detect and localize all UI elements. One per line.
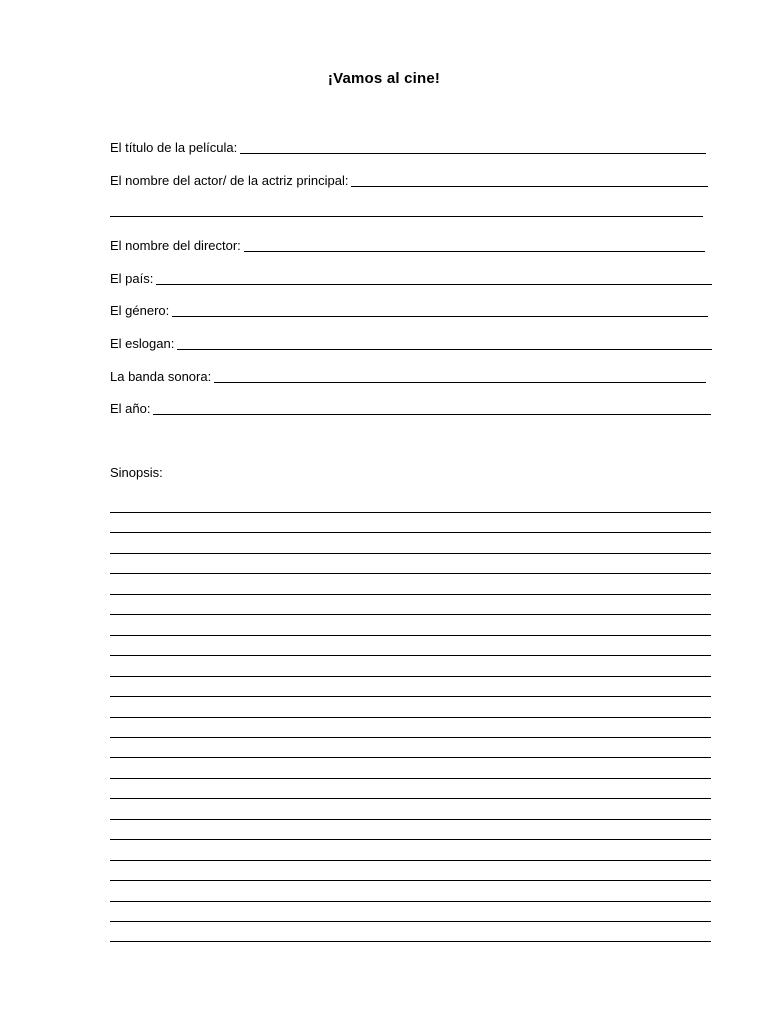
blank-line-actor-continued[interactable]	[110, 216, 703, 217]
sinopsis-line[interactable]	[110, 696, 711, 697]
sinopsis-line[interactable]	[110, 532, 711, 533]
sinopsis-line[interactable]	[110, 614, 711, 615]
blank-line-banda-sonora[interactable]	[214, 382, 706, 383]
sinopsis-line[interactable]	[110, 573, 711, 574]
field-actor	[110, 171, 708, 189]
blank-line-actor[interactable]	[351, 186, 708, 187]
blank-line-eslogan[interactable]	[177, 349, 712, 350]
sinopsis-line[interactable]	[110, 798, 711, 799]
blank-line-pais[interactable]	[156, 284, 712, 285]
sinopsis-line[interactable]	[110, 880, 711, 881]
sinopsis-label: Sinopsis:	[110, 465, 163, 480]
sinopsis-line[interactable]	[110, 512, 711, 513]
sinopsis-line[interactable]	[110, 594, 711, 595]
blank-line-director[interactable]	[244, 251, 705, 252]
sinopsis-line[interactable]	[110, 717, 711, 718]
page-title: ¡Vamos al cine!	[327, 70, 441, 87]
sinopsis-line[interactable]	[110, 635, 711, 636]
sinopsis-line[interactable]	[110, 901, 711, 902]
field-pais	[110, 269, 712, 287]
field-label-genero: El género:	[110, 303, 170, 318]
field-eslogan	[110, 334, 712, 352]
sinopsis-line[interactable]	[110, 553, 711, 554]
field-genero	[110, 301, 708, 319]
field-director	[110, 236, 705, 254]
blank-line-titulo[interactable]	[240, 153, 706, 154]
field-label-anio: El año:	[110, 401, 151, 416]
blank-line-genero[interactable]	[172, 316, 708, 317]
sinopsis-line[interactable]	[110, 757, 711, 758]
sinopsis-line[interactable]	[110, 860, 711, 861]
sinopsis-line[interactable]	[110, 655, 711, 656]
sinopsis-line[interactable]	[110, 941, 711, 942]
field-label-director: El nombre del director:	[110, 238, 241, 253]
field-label-actor: El nombre del actor/ de la actriz principal:	[110, 173, 349, 188]
sinopsis-line[interactable]	[110, 819, 711, 820]
sinopsis-line[interactable]	[110, 778, 711, 779]
field-anio	[110, 399, 711, 417]
field-titulo	[110, 138, 706, 156]
field-label-pais: El país:	[110, 271, 154, 286]
sinopsis-line[interactable]	[110, 839, 711, 840]
field-label-banda-sonora: La banda sonora:	[110, 369, 212, 384]
blank-line-anio[interactable]	[153, 414, 711, 415]
sinopsis-line[interactable]	[110, 737, 711, 738]
sinopsis-line[interactable]	[110, 676, 711, 677]
field-label-eslogan: El eslogan:	[110, 336, 175, 351]
sinopsis-line[interactable]	[110, 921, 711, 922]
field-label-titulo: El título de la película:	[110, 140, 238, 155]
field-banda-sonora	[110, 367, 706, 385]
